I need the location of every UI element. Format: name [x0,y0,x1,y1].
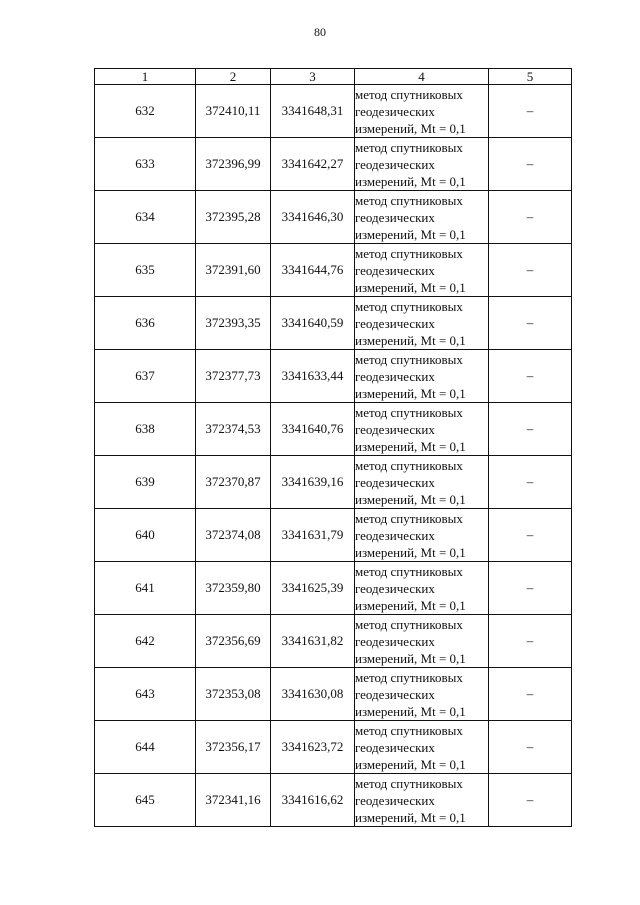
point-number-cell: 641 [95,562,196,615]
point-number-cell: 640 [95,509,196,562]
method-cell [355,138,489,191]
column-5-cell: – [489,138,572,191]
x-coordinate-cell: 372377,73 [196,350,271,403]
method-cell [355,403,489,456]
method-text-line: геодезических [355,262,435,278]
table-row [95,85,572,138]
table-row [95,244,572,297]
column-5-cell: – [489,244,572,297]
point-number-cell: 639 [95,456,196,509]
x-coordinate-cell: 372391,60 [196,244,271,297]
column-5-cell: – [489,774,572,827]
method-text-line: метод спутниковых [355,563,463,579]
method-text-line: геодезических [355,580,435,596]
column-5-cell: – [489,456,572,509]
point-number-cell: 636 [95,297,196,350]
method-text-line: геодезических [355,209,435,225]
table-row [95,509,572,562]
x-coordinate-cell: 372356,17 [196,721,271,774]
method-text-line: геодезических [355,315,435,331]
point-number-cell: 643 [95,668,196,721]
method-text-line: метод спутниковых [355,510,463,526]
method-text-line: метод спутниковых [355,404,463,420]
table-row [95,615,572,668]
y-coordinate-cell: 3341625,39 [271,562,355,615]
x-coordinate-cell: 372410,11 [196,85,271,138]
table-row [95,191,572,244]
method-text-line: измерений, Mt = 0,1 [355,597,466,613]
method-text-line: геодезических [355,103,435,119]
x-coordinate-cell: 372356,69 [196,615,271,668]
x-coordinate-cell: 372374,53 [196,403,271,456]
y-coordinate-cell: 3341648,31 [271,85,355,138]
table-row [95,721,572,774]
method-text-line: метод спутниковых [355,245,463,261]
table-row [95,456,572,509]
point-number-cell: 644 [95,721,196,774]
column-header-1: 1 [95,69,196,85]
table-row [95,138,572,191]
column-5-cell: – [489,403,572,456]
method-text-line: измерений, Mt = 0,1 [355,703,466,719]
method-text-line: геодезических [355,686,435,702]
column-5-cell: – [489,721,572,774]
method-text-line: геодезических [355,368,435,384]
point-number-cell: 638 [95,403,196,456]
method-text-line: геодезических [355,474,435,490]
column-5-cell: – [489,668,572,721]
point-number-cell: 633 [95,138,196,191]
point-number-cell: 632 [95,85,196,138]
column-5-cell: – [489,191,572,244]
column-5-cell: – [489,297,572,350]
method-text-line: геодезических [355,527,435,543]
method-text-line: метод спутниковых [355,192,463,208]
method-text-line: измерений, Mt = 0,1 [355,491,466,507]
y-coordinate-cell: 3341630,08 [271,668,355,721]
table-header-row [95,69,572,85]
point-number-cell: 642 [95,615,196,668]
y-coordinate-cell: 3341640,76 [271,403,355,456]
method-text-line: метод спутниковых [355,722,463,738]
x-coordinate-cell: 372396,99 [196,138,271,191]
x-coordinate-cell: 372393,35 [196,297,271,350]
y-coordinate-cell: 3341616,62 [271,774,355,827]
method-text-line: измерений, Mt = 0,1 [355,756,466,772]
column-header-2: 2 [196,69,271,85]
y-coordinate-cell: 3341642,27 [271,138,355,191]
method-cell [355,509,489,562]
x-coordinate-cell: 372374,08 [196,509,271,562]
method-text-line: геодезических [355,156,435,172]
x-coordinate-cell: 372353,08 [196,668,271,721]
method-cell [355,85,489,138]
method-text-line: измерений, Mt = 0,1 [355,809,466,825]
x-coordinate-cell: 372359,80 [196,562,271,615]
column-5-cell: – [489,509,572,562]
y-coordinate-cell: 3341623,72 [271,721,355,774]
method-text-line: геодезических [355,792,435,808]
x-coordinate-cell: 372341,16 [196,774,271,827]
method-text-line: геодезических [355,739,435,755]
method-text-line: метод спутниковых [355,616,463,632]
point-number-cell: 645 [95,774,196,827]
method-cell [355,456,489,509]
point-number-cell: 637 [95,350,196,403]
column-header-4: 4 [355,69,489,85]
y-coordinate-cell: 3341640,59 [271,297,355,350]
coordinates-table [94,68,572,827]
y-coordinate-cell: 3341633,44 [271,350,355,403]
column-5-cell: – [489,615,572,668]
y-coordinate-cell: 3341631,79 [271,509,355,562]
method-text-line: метод спутниковых [355,351,463,367]
table-row [95,562,572,615]
table-row [95,350,572,403]
method-cell [355,244,489,297]
method-cell [355,774,489,827]
point-number-cell: 635 [95,244,196,297]
method-text-line: измерений, Mt = 0,1 [355,173,466,189]
table-row [95,403,572,456]
method-cell [355,191,489,244]
method-cell [355,721,489,774]
y-coordinate-cell: 3341646,30 [271,191,355,244]
method-text-line: метод спутниковых [355,457,463,473]
method-text-line: измерений, Mt = 0,1 [355,332,466,348]
method-cell [355,562,489,615]
method-text-line: геодезических [355,421,435,437]
x-coordinate-cell: 372395,28 [196,191,271,244]
point-number-cell: 634 [95,191,196,244]
y-coordinate-cell: 3341631,82 [271,615,355,668]
method-text-line: измерений, Mt = 0,1 [355,279,466,295]
method-text-line: метод спутниковых [355,139,463,155]
column-5-cell: – [489,350,572,403]
method-cell [355,668,489,721]
method-text-line: геодезических [355,633,435,649]
method-text-line: измерений, Mt = 0,1 [355,120,466,136]
method-text-line: измерений, Mt = 0,1 [355,385,466,401]
column-5-cell: – [489,562,572,615]
method-text-line: метод спутниковых [355,775,463,791]
page-number: 80 [314,25,326,39]
column-5-cell: – [489,85,572,138]
method-text-line: метод спутниковых [355,669,463,685]
method-text-line: измерений, Mt = 0,1 [355,544,466,560]
method-text-line: метод спутниковых [355,86,463,102]
y-coordinate-cell: 3341644,76 [271,244,355,297]
method-text-line: измерений, Mt = 0,1 [355,438,466,454]
column-header-3: 3 [271,69,355,85]
method-text-line: измерений, Mt = 0,1 [355,226,466,242]
x-coordinate-cell: 372370,87 [196,456,271,509]
method-text-line: метод спутниковых [355,298,463,314]
column-header-5: 5 [489,69,572,85]
method-text-line: измерений, Mt = 0,1 [355,650,466,666]
method-cell [355,615,489,668]
table-row [95,774,572,827]
method-cell [355,297,489,350]
method-cell [355,350,489,403]
table-row [95,668,572,721]
y-coordinate-cell: 3341639,16 [271,456,355,509]
table-row [95,297,572,350]
